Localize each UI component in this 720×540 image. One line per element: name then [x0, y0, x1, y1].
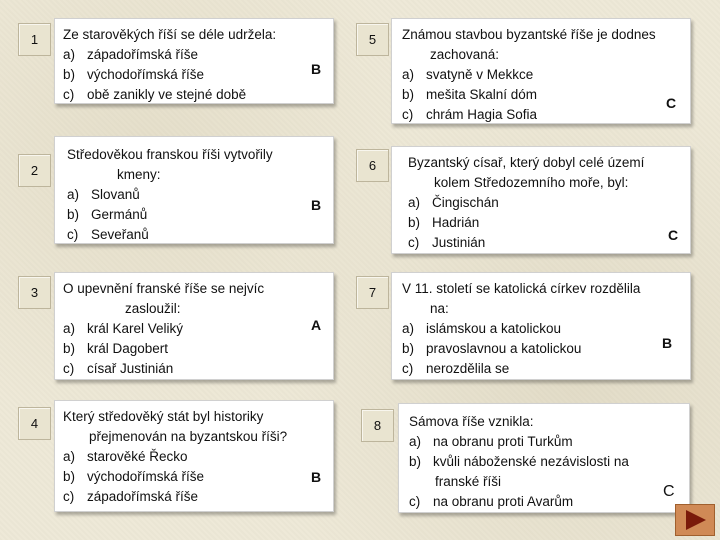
- answer-label: C: [666, 95, 677, 111]
- answer-label: A: [311, 317, 322, 333]
- question-card-3: [54, 272, 334, 380]
- question-text: Ze starověkých říší se déle udržela:: [63, 27, 277, 42]
- question-card-6: [391, 146, 691, 254]
- option-c: c) císař Justinián: [63, 361, 174, 376]
- question-number-8: 8: [361, 409, 394, 442]
- question-number-3: 3: [18, 276, 51, 309]
- option-c: c) západořímská říše: [63, 489, 199, 504]
- option-c: c) na obranu proti Avarům: [409, 494, 574, 509]
- question-card-4: [54, 400, 334, 512]
- question-text: O upevnění franské říše se nejvíc: [63, 281, 265, 296]
- question-text-cont: zachovaná:: [430, 47, 500, 62]
- answer-label: B: [311, 469, 322, 485]
- question-text-cont: zasloužil:: [125, 301, 181, 316]
- option-c: c) chrám Hagia Sofia: [402, 107, 538, 122]
- answer-label: C: [663, 483, 675, 500]
- question-text: Známou stavbou byzantské říše je dodnes: [402, 27, 656, 42]
- question-card-2: [54, 136, 334, 244]
- option-a: a) starověké Řecko: [63, 449, 188, 464]
- option-b: b) Hadrián: [408, 215, 480, 230]
- question-text-cont: na:: [430, 301, 449, 316]
- option-b: b) východořímská říše: [63, 469, 205, 484]
- option-b: b) kvůli náboženské nezávislosti na: [409, 454, 629, 469]
- option-a: a) Čingischán: [408, 195, 499, 210]
- question-card-7: [391, 272, 691, 380]
- answer-label: B: [311, 61, 322, 77]
- question-text: V 11. století se katolická církev rozdělila: [402, 281, 641, 296]
- question-text: Sámova říše vznikla:: [409, 414, 534, 429]
- option-a: a) Slovanů: [67, 187, 140, 202]
- question-text-cont: přejmenován na byzantskou říši?: [89, 429, 288, 444]
- option-a: a) svatyně v Mekkce: [402, 67, 534, 82]
- question-text: Který středověký stát byl historiky: [63, 409, 264, 424]
- question-number-4: 4: [18, 407, 51, 440]
- question-text: Byzantský císař, který dobyl celé území: [408, 155, 645, 170]
- question-text-cont: kolem Středozemního moře, byl:: [434, 175, 629, 190]
- option-a: a) západořímská říše: [63, 47, 199, 62]
- question-card-1: [54, 18, 334, 104]
- option-b-cont: franské říši: [435, 474, 502, 489]
- question-number-1: 1: [18, 23, 51, 56]
- option-b: b) pravoslavnou a katolickou: [402, 341, 582, 356]
- option-b: b) král Dagobert: [63, 341, 169, 356]
- option-c: c) Justinián: [408, 235, 486, 250]
- option-c: c) nerozdělila se: [402, 361, 510, 376]
- question-card-5: [391, 18, 691, 124]
- option-a: a) na obranu proti Turkům: [409, 434, 573, 449]
- question-number-7: 7: [356, 276, 389, 309]
- question-number-2: 2: [18, 154, 51, 187]
- question-text-cont: kmeny:: [117, 167, 161, 182]
- answer-label: B: [311, 197, 322, 213]
- option-c: c) obě zanikly ve stejné době: [63, 87, 247, 102]
- option-a: a) islámskou a katolickou: [402, 321, 562, 336]
- question-card-8: [398, 403, 690, 513]
- option-c: c) Seveřanů: [67, 227, 149, 242]
- question-number-5: 5: [356, 23, 389, 56]
- question-number-6: 6: [356, 149, 389, 182]
- answer-label: C: [668, 227, 679, 243]
- answer-label: B: [662, 335, 673, 351]
- option-b: b) Germánů: [67, 207, 148, 222]
- option-a: a) král Karel Veliký: [63, 321, 184, 336]
- option-b: b) východořímská říše: [63, 67, 205, 82]
- next-slide-button[interactable]: [675, 504, 715, 536]
- play-arrow-icon: [682, 508, 708, 532]
- question-text: Středověkou franskou říši vytvořily: [67, 147, 273, 162]
- option-b: b) mešita Skalní dóm: [402, 87, 538, 102]
